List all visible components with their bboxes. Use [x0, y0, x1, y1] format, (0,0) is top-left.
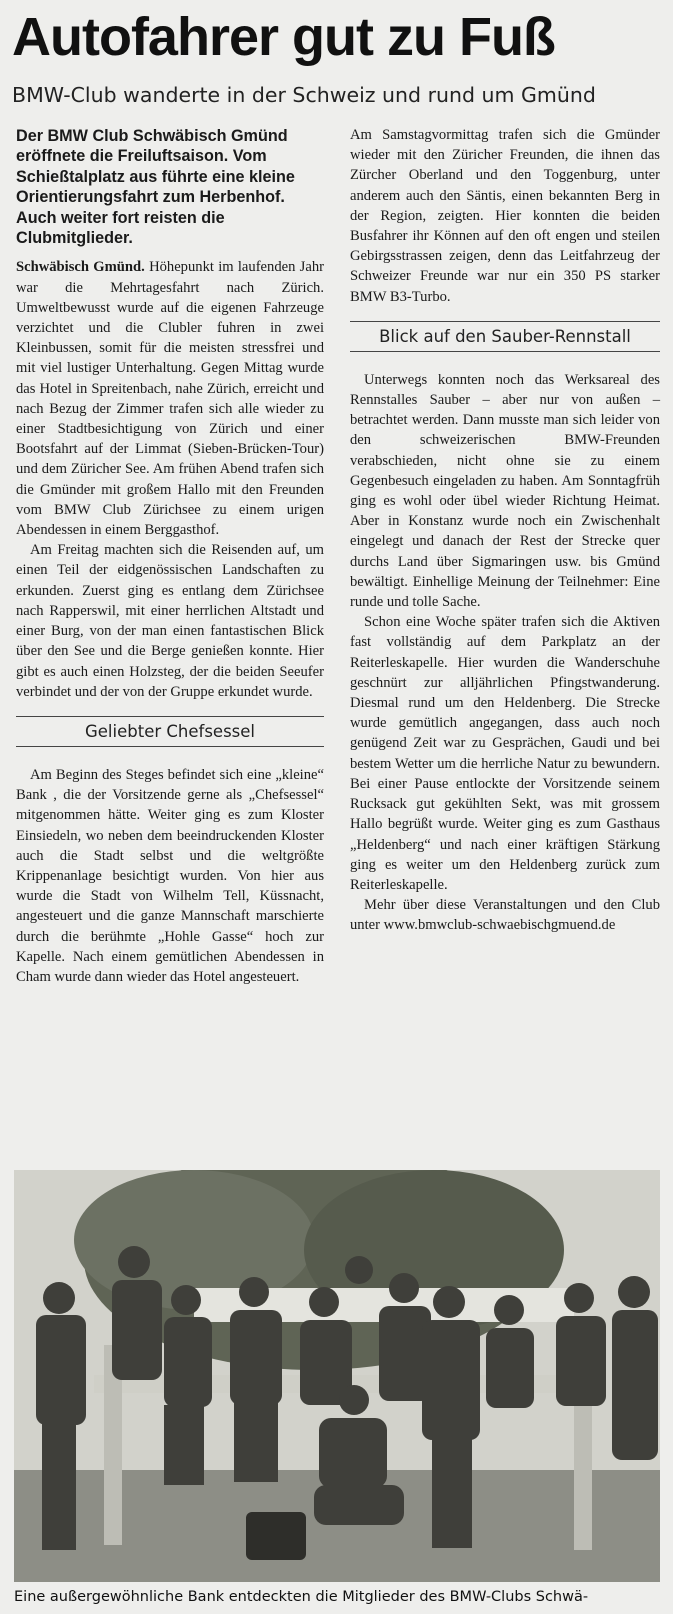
paragraph-1-text: Höhepunkt im laufenden Jahr war die Mehrtagesfahrt nach Zürich. Umweltbewusst wurde auf die eigenen Fahrzeuge verzichtet und die Clubler fuhren in zwei Kleinbussen, somit für die meisten stressfrei und mit viel lustiger Unterhaltung. Gegen Mittag wurde das Hotel in Spreitenbach, nahe Zürich, erreicht und nach Bezug der Zimmer trafen sich alle wieder zu einer Stadtbesichtigung von Zürich und einer Bootsfahrt auf der Limmat (Sieben-Brücken-Tour) und dem Züricher See. Am frühen Abend trafen sich die Gmünder mit großem Hallo mit den Freunden vom BMW Club Zürichsee zu einem urigen Abendessen in einem Berggasthof. — [16, 259, 324, 539]
dateline: Schwäbisch Gmünd. — [16, 259, 145, 276]
group-photo — [14, 1170, 660, 1582]
paragraph-3: Am Beginn des Steges befindet sich eine „kleine“ Bank , die der Vorsitzende gerne als „Chefsessel“ mitgenommen hätte. Weiter ging es zum Kloster Einsiedeln, wo neben dem beeindruckenden Kloster auch die Stadt selbst und die weltgrößte Krippenanlage besichtigt wurden. Von hier aus wurde die Stadt von Wilhelm Tell, Küssnacht, angesteuert und die ganze Mannschaft marschierte durch die berühmte „Hohle Gasse“ hoch zur Kapelle. Nach einem gemütlichen Abendessen in Cham wurde dann wieder das Hotel angesteuert. — [16, 766, 324, 985]
column-right — [350, 125, 660, 936]
paragraph-6: Schon eine Woche später trafen sich die Aktiven fast vollständig auf dem Parkplatz an der Reiterleskapelle. Hier wurden die Wanderschuhe geschnürt zur alljährlichen Pfingstwanderung. Diesmal rund um den Heldenberg. Die Strecke wurde gemütlich angegangen, dass auch noch genügend Zeit war zu Gesprächen, Gaudi und bei bestem Wetter um die herrliche Natur zu bewundern. Bei einer Pause entlockte der Vorsitzende seinem Rucksack gut gekühlten Sekt, was mit grossem Hallo begrüßt wurde. Weiter ging es zum Gasthaus „Heldenberg“ und nach einer kräftigen Stärkung ging es weiter um den Heldenberg zurück zum Reiterleskapelle. — [350, 614, 660, 893]
intertitle-chefsessel: Geliebter Chefsessel — [16, 716, 324, 747]
photo-caption: Eine außergewöhnliche Bank entdeckten die Mitglieder des BMW-Clubs Schwä- — [14, 1589, 589, 1605]
lead-paragraph: Der BMW Club Schwäbisch Gmünd eröffnete die Freiluftsaison. Vom Schießtalplatz aus führte eine kleine Orientierungsfahrt zum Herbenhof. Auch weiter fort reisten die Clubmitglieder. — [16, 127, 295, 248]
paragraph-5: Unterwegs konnten noch das Werksareal des Rennstalles Sauber – aber nur von außen – betrachtet werden. Dann musste man sich leider von den schweizerischen BMW-Freunden verabschieden, nicht ohne sie zu einem Gegenbesuch eingeladen zu haben. Am Sonntagfrüh ging es wohl oder übel wieder Richtung Heimat. Aber in Konstanz wurde noch ein Zwischenhalt eingelegt und danach der Rest der Strecke quer durchs Land über Sigmaringen usw. bis Gmünd bewältigt. Einhellige Meinung der Teilnehmer: Eine runde und tolle Sache. — [350, 371, 660, 611]
paragraph-4: Am Samstagvormittag trafen sich die Gmünder wieder mit den Züricher Freunden, die ihnen das Zürcher Oberland und den Toggenburg, unter anderem auch den Säntis, einen bekannten Berg in der Region, zeigten. Hier konnten die beiden Busfahrer ihr Können auf den oft engen und steilen Gebirgsstrassen zeigen, denn das Leitfahrzeug der Schweizer Freunde war nur ein 350 PS starker BMW B3-Turbo. — [350, 127, 660, 305]
paragraph-7: Mehr über diese Veranstaltungen und den Club unter www.bmwclub-schwaebischgmuend.de — [350, 897, 660, 934]
paragraph-1 — [16, 257, 324, 540]
paragraph-2: Am Freitag machten sich die Reisenden auf, um einen Teil der eidgenössischen Landschaften zu erkunden. Zuerst ging es entlang dem Zürichsee nach Rapperswil, mit einer herrlichen Altstadt und einer Burg, von der man einen fantastischen Blick über den See und die Berge genießen konnte. Hier gibt es auch einen Holzsteg, der die beiden Seeufer verbindet und der von der Gruppe erkundet wurde. — [16, 542, 324, 700]
intertitle-sauber: Blick auf den Sauber-Rennstall — [350, 321, 660, 352]
column-left — [16, 126, 324, 987]
headline: Autofahrer gut zu Fuß — [12, 7, 555, 67]
subheadline: BMW-Club wanderte in der Schweiz und rund um Gmünd — [12, 83, 596, 107]
